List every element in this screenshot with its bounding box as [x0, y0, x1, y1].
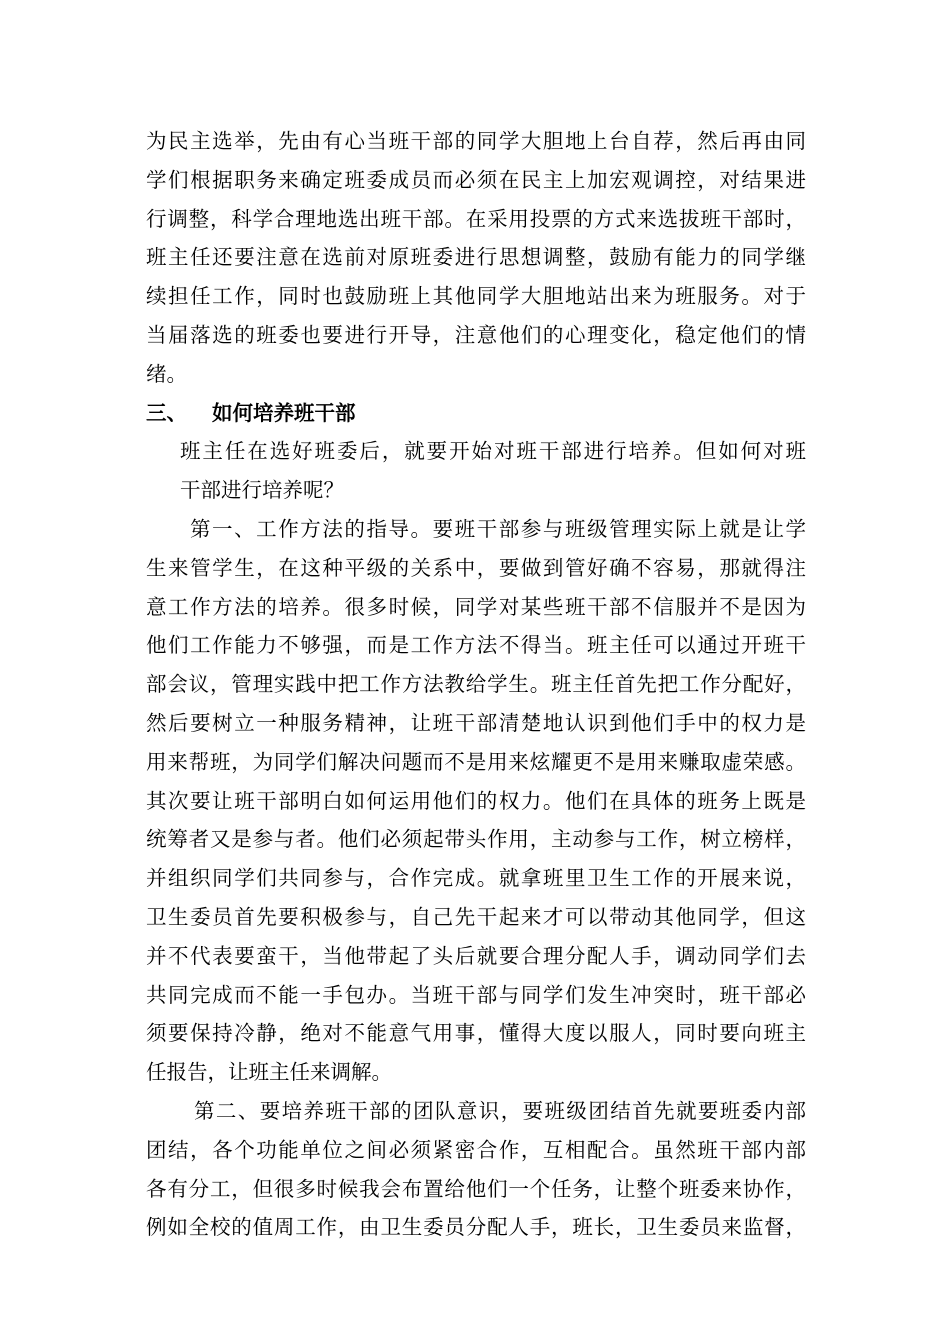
paragraph-intro — [146, 432, 806, 510]
text-line: 班主任在选好班委后，就要开始对班干部进行培养。但如何对班 — [180, 439, 806, 464]
paragraph-team-spirit — [146, 1092, 806, 1247]
text-line: 续担任工作，同时也鼓励班上其他同学大胆地站出来为班服务。对于 — [146, 284, 806, 309]
section-number: 三、 — [146, 400, 187, 425]
text-line: 任报告，让班主任来调解。 — [146, 1060, 392, 1085]
section-title: 如何培养班干部 — [212, 400, 356, 425]
text-line: 班主任还要注意在选前对原班委进行思想调整，鼓励有能力的同学继 — [146, 245, 806, 270]
text-line: 意工作方法的培养。很多时候，同学对某些班干部不信服并不是因为 — [146, 594, 806, 619]
text-line: 为民主选举，先由有心当班干部的同学大胆地上台自荐，然后再由同 — [146, 129, 806, 153]
text-line: 卫生委员首先要积极参与，自己先干起来才可以带动其他同学，但这 — [146, 904, 806, 929]
text-line: 然后要树立一种服务精神，让班干部清楚地认识到他们手中的权力是 — [146, 710, 806, 735]
paragraph-work-method — [146, 510, 806, 1092]
text-line: 例如全校的值周工作，由卫生委员分配人手，班长，卫生委员来监督， — [146, 1215, 806, 1240]
text-line: 当届落选的班委也要进行开导，注意他们的心理变化，稳定他们的情 — [146, 322, 806, 347]
text-line: 并不代表要蛮干，当他带起了头后就要合理分配人手，调动同学们去 — [146, 943, 806, 968]
text-line: 行调整，科学合理地选出班干部。在采用投票的方式来选拔班干部时， — [146, 206, 806, 231]
text-line: 各有分工，但很多时候我会布置给他们一个任务，让整个班委来协作， — [146, 1176, 806, 1201]
text-line: 他们工作能力不够强，而是工作方法不得当。班主任可以通过开班干 — [146, 633, 806, 658]
document-page — [146, 122, 806, 1247]
text-line: 第二、要培养班干部的团队意识，要班级团结首先就要班委内部 — [194, 1098, 806, 1123]
section-heading — [146, 394, 806, 433]
text-line: 生来管学生，在这种平级的关系中，要做到管好确不容易，那就得注 — [146, 555, 806, 580]
text-line: 第一、工作方法的指导。要班干部参与班级管理实际上就是让学 — [190, 516, 806, 541]
text-line: 学们根据职务来确定班委成员而必须在民主上加宏观调控，对结果进 — [146, 167, 806, 192]
text-line: 统筹者又是参与者。他们必须起带头作用，主动参与工作，树立榜样， — [146, 827, 806, 852]
text-line: 并组织同学们共同参与，合作完成。就拿班里卫生工作的开展来说， — [146, 866, 806, 891]
text-line: 用来帮班，为同学们解决问题而不是用来炫耀更不是用来赚取虚荣感。 — [146, 749, 806, 774]
text-line: 绪。 — [146, 361, 187, 386]
text-line: 干部进行培养呢？ — [180, 478, 344, 503]
text-line: 团结，各个功能单位之间必须紧密合作，互相配合。虽然班干部内部 — [146, 1137, 806, 1162]
paragraph-election — [146, 122, 806, 394]
text-line: 其次要让班干部明白如何运用他们的权力。他们在具体的班务上既是 — [146, 788, 806, 813]
text-line: 须要保持冷静，绝对不能意气用事，懂得大度以服人，同时要向班主 — [146, 1021, 806, 1046]
text-line: 共同完成而不能一手包办。当班干部与同学们发生冲突时，班干部必 — [146, 982, 806, 1007]
text-line: 部会议，管理实践中把工作方法教给学生。班主任首先把工作分配好， — [146, 672, 806, 697]
